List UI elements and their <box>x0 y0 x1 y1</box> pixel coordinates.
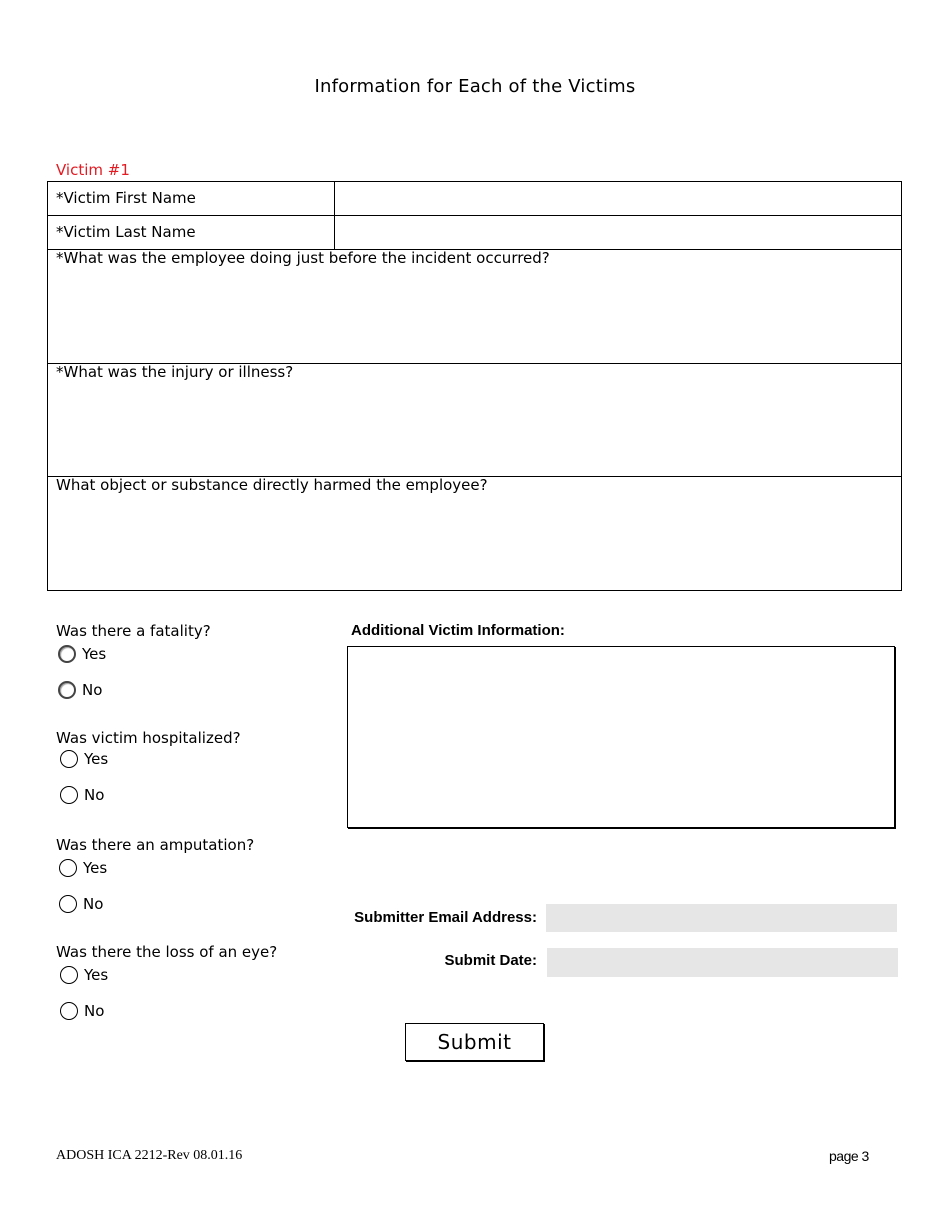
last-name-label: *Victim Last Name <box>48 216 335 250</box>
eye-loss-yes-radio[interactable] <box>60 966 78 984</box>
victim-info-table <box>47 181 902 591</box>
page-title: Information for Each of the Victims <box>314 76 636 97</box>
employee-activity-field[interactable] <box>48 250 902 364</box>
eye-loss-question: Was there the loss of an eye? <box>56 943 278 961</box>
injury-label: *What was the injury or illness? <box>56 363 294 381</box>
page-number: page 3 <box>829 1148 869 1164</box>
eye-loss-yes-option[interactable]: Yes <box>60 966 108 984</box>
amputation-question: Was there an amputation? <box>56 836 255 854</box>
first-name-field[interactable] <box>335 182 902 216</box>
eye-loss-no-radio[interactable] <box>60 1002 78 1020</box>
amputation-no-radio[interactable] <box>59 895 77 913</box>
amputation-yes-radio[interactable] <box>59 859 77 877</box>
hospitalized-yes-option[interactable]: Yes <box>60 750 108 768</box>
fatality-no-radio[interactable] <box>58 681 76 699</box>
hospitalized-question: Was victim hospitalized? <box>56 729 241 747</box>
submit-button[interactable]: Submit <box>405 1023 544 1061</box>
fatality-question: Was there a fatality? <box>56 622 211 640</box>
hospitalized-no-radio[interactable] <box>60 786 78 804</box>
last-name-field[interactable] <box>335 216 902 250</box>
submit-date-field[interactable] <box>547 948 898 977</box>
harmful-object-label: What object or substance directly harmed the employee? <box>56 476 488 494</box>
victim-heading: Victim #1 <box>56 161 130 179</box>
fatality-yes-option[interactable]: Yes <box>58 645 106 663</box>
amputation-yes-option[interactable]: Yes <box>59 859 107 877</box>
fatality-yes-radio[interactable] <box>58 645 76 663</box>
hospitalized-no-option[interactable]: No <box>60 786 104 804</box>
employee-activity-label: *What was the employee doing just before the incident occurred? <box>56 249 550 267</box>
eye-loss-no-option[interactable]: No <box>60 1002 104 1020</box>
form-id: ADOSH ICA 2212-Rev 08.01.16 <box>56 1148 243 1163</box>
fatality-no-option[interactable]: No <box>58 681 102 699</box>
amputation-no-option[interactable]: No <box>59 895 103 913</box>
hospitalized-yes-radio[interactable] <box>60 750 78 768</box>
additional-info-label: Additional Victim Information: <box>351 622 565 639</box>
first-name-label: *Victim First Name <box>48 182 335 216</box>
submitter-email-label: Submitter Email Address: <box>354 909 537 926</box>
harmful-object-field[interactable] <box>48 477 902 591</box>
submitter-email-field[interactable] <box>546 904 897 932</box>
additional-info-textarea[interactable] <box>347 646 895 828</box>
injury-field[interactable] <box>48 364 902 477</box>
submit-date-label: Submit Date: <box>444 952 537 969</box>
